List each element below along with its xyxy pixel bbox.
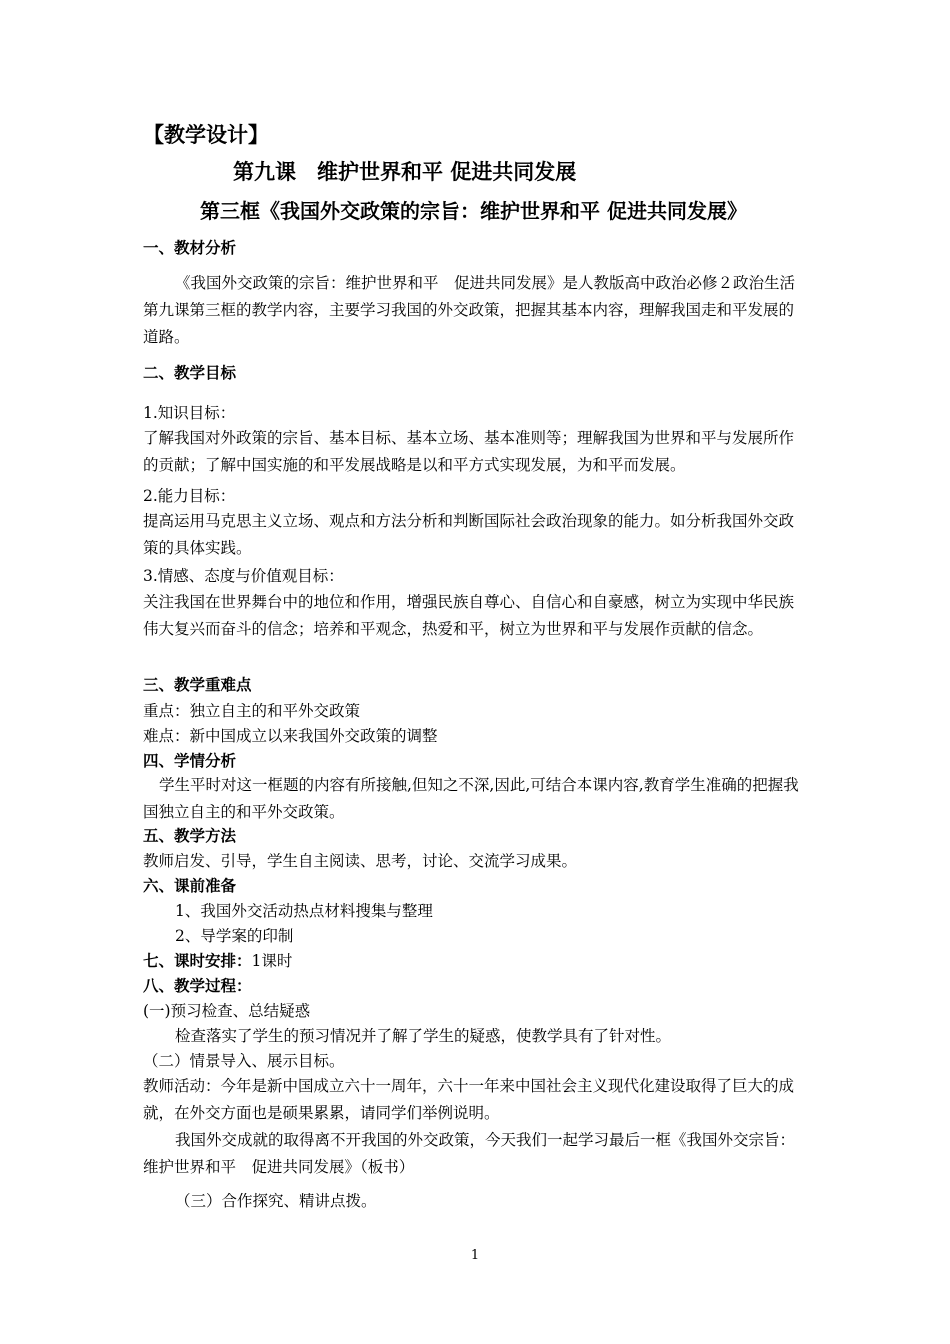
process-step-title: （二）情景导入、展示目标。 (143, 1052, 345, 1070)
process-step-title: （三）合作探究、精讲点拨。 (175, 1192, 377, 1210)
design-label: 【教学设计】 (143, 123, 269, 147)
goal-ability-text: 提高运用马克思主义立场、观点和方法分析和判断国际社会政治现象的能力。如分析我国外交政策的具体实践。 (143, 512, 795, 557)
preparation-item: 2、导学案的印制 (175, 927, 294, 945)
learners-body: 学生平时对这一框题的内容有所接触,但知之不深,因此,可结合本课内容,教育学生准确的把握我国独立自主的和平外交政策。 (143, 776, 799, 821)
frame-title: 第三框《我国外交政策的宗旨：维护世界和平 促进共同发展》 (200, 199, 747, 223)
goal-ability-label: 2.能力目标： (143, 487, 236, 505)
methods-body: 教师启发、引导，学生自主阅读、思考，讨论、交流学习成果。 (143, 852, 578, 870)
section-heading-preparation: 六、课前准备 (143, 877, 237, 895)
goal-emotion-label: 3.情感、态度与价值观目标： (143, 567, 344, 585)
process-step-body: 教师活动：今年是新中国成立六十一周年，六十一年来中国社会主义现代化建设取得了巨大的成就，在外交方面也是硕果累累，请同学们举例说明。 (143, 1077, 795, 1122)
preparation-item: 1、我国外交活动热点材料搜集与整理 (175, 902, 433, 920)
section-heading-methods: 五、教学方法 (143, 827, 237, 845)
section-heading-analysis: 一、教材分析 (143, 239, 237, 257)
section-heading-learners: 四、学情分析 (143, 752, 237, 770)
goal-knowledge-text: 了解我国对外政策的宗旨、基本目标、基本立场、基本准则等；理解我国为世界和平与发展所作的贡献；了解中国实施的和平发展战略是以和平方式实现发展，为和平而发展。 (143, 429, 795, 474)
goal-emotion-text: 关注我国在世界舞台中的地位和作用，增强民族自尊心、自信心和自豪感，树立为实现中华民族伟大复兴而奋斗的信念；培养和平观念，热爱和平，树立为世界和平与发展作贡献的信念。 (143, 593, 795, 638)
goal-knowledge-label: 1.知识目标： (143, 404, 236, 422)
key-point: 重点：独立自主的和平外交政策 (143, 702, 361, 720)
section-heading-goals: 二、教学目标 (143, 364, 237, 382)
page-number: 1 (470, 1248, 480, 1263)
lesson-title: 第九课 维护世界和平 促进共同发展 (233, 160, 577, 184)
process-step-title: (一)预习检查、总结疑惑 (143, 1002, 311, 1020)
schedule-line (143, 949, 292, 973)
difficult-point: 难点：新中国成立以来我国外交政策的调整 (143, 727, 438, 745)
process-step-body: 检查落实了学生的预习情况并了解了学生的疑惑，使教学具有了针对性。 (175, 1027, 672, 1045)
section-heading-schedule: 七、课时安排： (143, 952, 252, 970)
section-heading-keypoints: 三、教学重难点 (143, 676, 252, 694)
section-heading-process: 八、教学过程： (143, 977, 252, 995)
schedule-value: 1课时 (251, 952, 293, 970)
analysis-body: 《我国外交政策的宗旨：维护世界和平 促进共同发展》是人教版高中政治必修２政治生活第九课第三框的教学内容，主要学习我国的外交政策，把握其基本内容，理解我国走和平发展的道路。 (143, 274, 796, 346)
process-step-body: 我国外交成就的取得离不开我国的外交政策，今天我们一起学习最后一框《我国外交宗旨：维护世界和平 促进共同发展》（板书） (143, 1131, 796, 1176)
